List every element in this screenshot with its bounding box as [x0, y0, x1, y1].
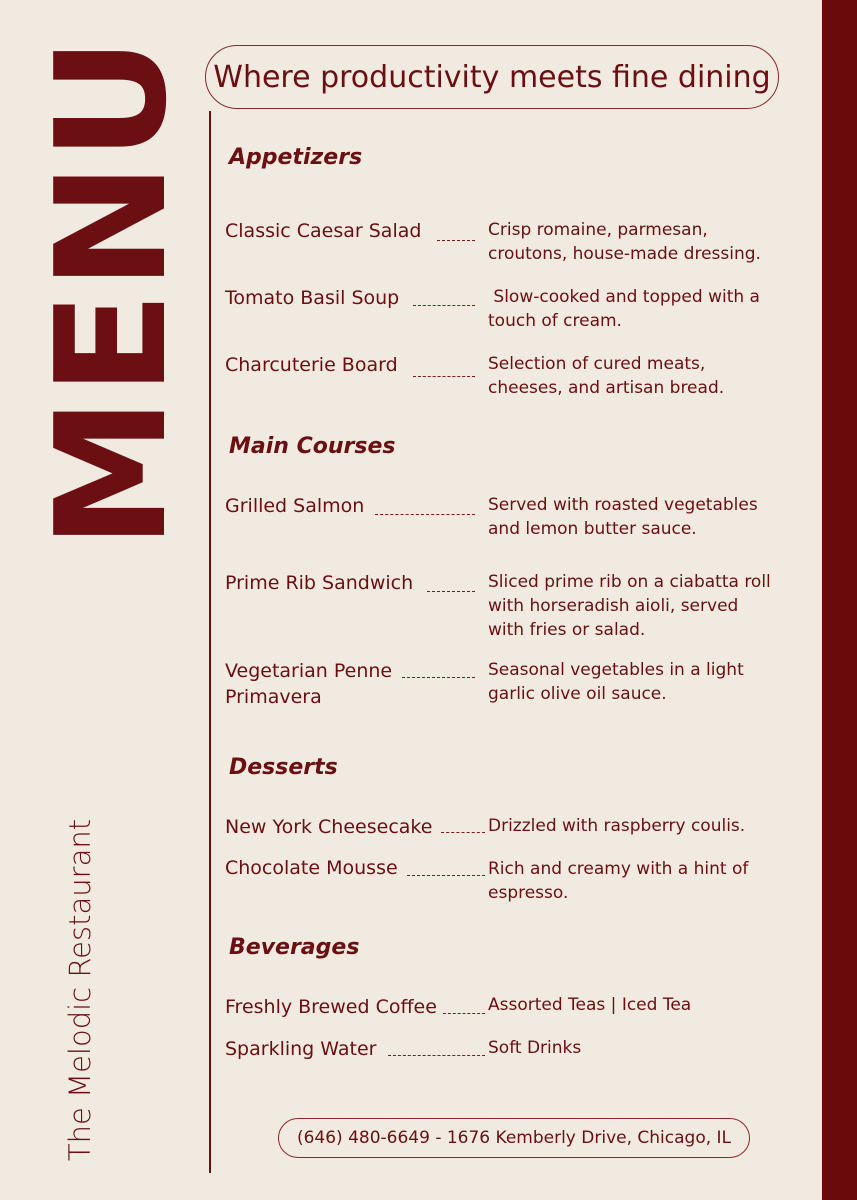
leader-dots — [443, 1013, 485, 1014]
divider-line — [209, 111, 211, 1173]
menu-item-description: Seasonal vegetables in a light garlic olive oil sauce. — [488, 660, 744, 704]
section-title-main-courses: Main Courses — [229, 434, 396, 459]
menu-item-name: Prime Rib Sandwich — [225, 572, 414, 594]
leader-dots — [388, 1055, 485, 1056]
leader-dots — [375, 514, 475, 515]
leader-dots — [413, 305, 475, 306]
menu-item-name: Charcuterie Board — [225, 354, 398, 376]
menu-title: MENU — [23, 35, 200, 549]
right-accent-bar — [822, 0, 857, 1200]
tagline-text: Where productivity meets fine dining — [213, 59, 771, 95]
leader-dots — [427, 591, 475, 592]
menu-item-name: Freshly Brewed Coffee — [225, 996, 437, 1018]
contact-text: (646) 480-6649 - 1676 Kemberly Drive, Chicago, IL — [296, 1128, 732, 1148]
section-title-appetizers: Appetizers — [229, 145, 363, 170]
menu-item-name: Tomato Basil Soup — [225, 287, 400, 309]
menu-item-name: New York Cheesecake — [225, 816, 433, 838]
menu-item-name: Grilled Salmon — [225, 495, 365, 517]
menu-item-description: Drizzled with raspberry coulis. — [488, 816, 746, 836]
restaurant-name: The Melodic Restaurant — [63, 818, 97, 1162]
menu-item-description: Rich and creamy with a hint of espresso. — [488, 859, 749, 903]
menu-item-description: Served with roasted vegetables and lemon butter sauce. — [488, 495, 758, 539]
tagline — [205, 45, 779, 109]
menu-item-description: Crisp romaine, parmesan, croutons, house-made dressing. — [488, 220, 761, 264]
section-title-beverages: Beverages — [229, 935, 360, 960]
menu-item-description: Soft Drinks — [488, 1038, 582, 1058]
menu-item-name: Classic Caesar Salad — [225, 220, 422, 242]
menu-item-description: Slow-cooked and topped with a touch of cream. — [488, 287, 766, 331]
leader-dots — [413, 376, 475, 377]
menu-item-description: Sliced prime rib on a ciabatta roll with horseradish aioli, served with fries or salad. — [488, 572, 771, 640]
leader-dots — [437, 240, 475, 241]
menu-item-description: Assorted Teas | Iced Tea — [488, 995, 692, 1015]
section-title-desserts: Desserts — [229, 755, 338, 780]
menu-item-name: Vegetarian Penne Primavera — [225, 660, 393, 708]
menu-item-name: Chocolate Mousse — [225, 857, 398, 879]
leader-dots — [441, 832, 485, 833]
contact-info — [278, 1118, 750, 1158]
menu-item-description: Selection of cured meats, cheeses, and artisan bread. — [488, 354, 725, 398]
leader-dots — [402, 677, 475, 678]
leader-dots — [407, 875, 485, 876]
menu-item-name: Sparkling Water — [225, 1038, 377, 1060]
